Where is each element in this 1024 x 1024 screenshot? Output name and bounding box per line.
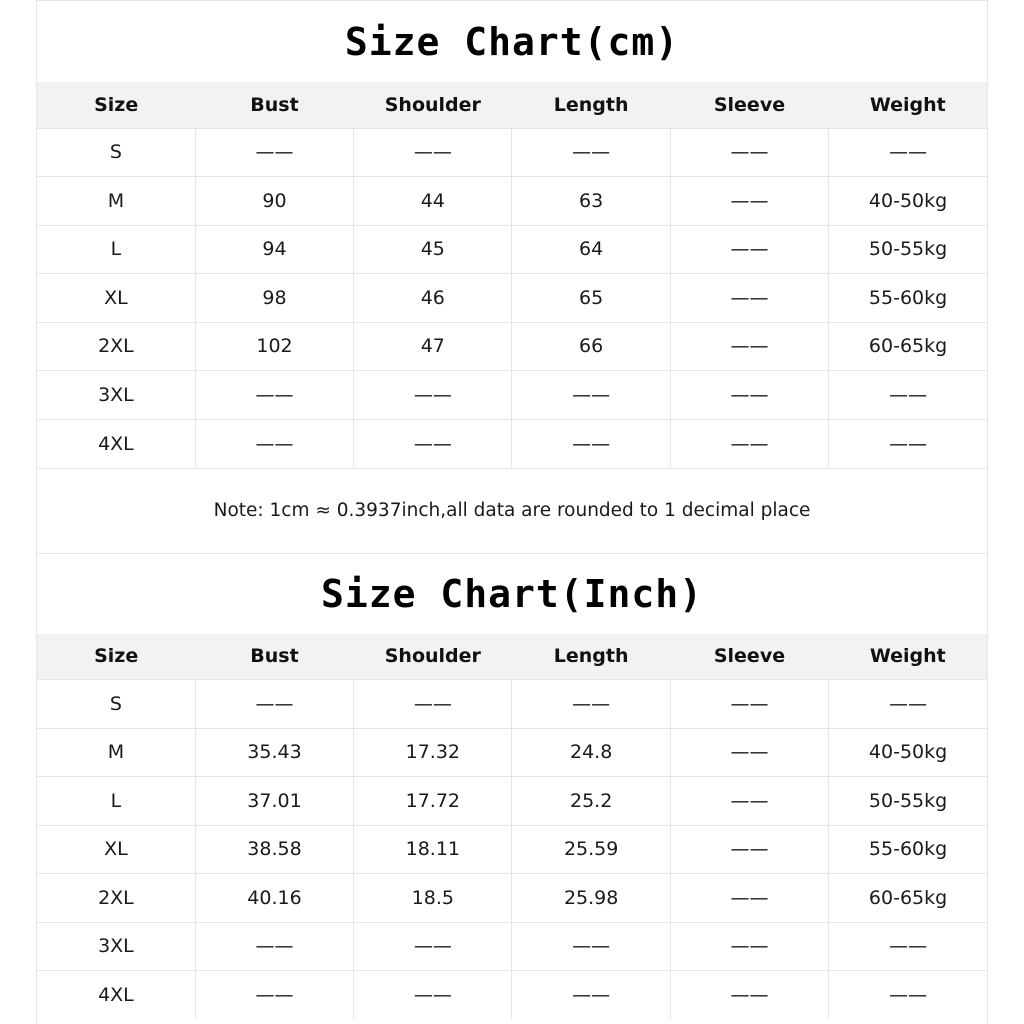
table-cell: 65 xyxy=(512,274,670,323)
inch-header-length: Length xyxy=(553,645,629,668)
table-cell: —— xyxy=(354,128,512,177)
inch-header-bust: Bust xyxy=(250,645,299,668)
table-cell: 46 xyxy=(354,274,512,323)
table-cell: 40-50kg xyxy=(829,177,987,226)
table-cell: S xyxy=(37,680,195,729)
table-cell: M xyxy=(37,728,195,777)
table-row xyxy=(37,728,987,777)
cm-header-shoulder: Shoulder xyxy=(384,93,481,116)
table-cell: —— xyxy=(195,128,353,177)
table-cell: —— xyxy=(354,371,512,420)
table-cell: 2XL xyxy=(37,322,195,371)
table-cell: 25.59 xyxy=(512,825,670,874)
table-cell: 50-55kg xyxy=(829,225,987,274)
cm-chart-title: Size Chart(cm) xyxy=(37,0,987,82)
cm-header-length: Length xyxy=(553,93,629,116)
cm-header-sleeve: Sleeve xyxy=(713,93,786,116)
inch-header-shoulder: Shoulder xyxy=(384,645,481,668)
table-cell: —— xyxy=(670,177,828,226)
conversion-note: Note: 1cm ≈ 0.3937inch,all data are rounded to 1 decimal place xyxy=(37,468,987,554)
table-cell: 50-55kg xyxy=(829,777,987,826)
table-cell: —— xyxy=(670,128,828,177)
table-cell: 18.5 xyxy=(354,874,512,923)
table-cell: —— xyxy=(195,419,353,468)
inch-header-size: Size xyxy=(94,645,139,668)
table-cell: —— xyxy=(670,419,828,468)
table-cell: 4XL xyxy=(37,419,195,468)
table-cell: —— xyxy=(512,922,670,971)
table-cell: —— xyxy=(670,825,828,874)
table-cell: S xyxy=(37,128,195,177)
table-row xyxy=(37,922,987,971)
table-cell: 3XL xyxy=(37,922,195,971)
table-cell: 45 xyxy=(354,225,512,274)
table-cell: 66 xyxy=(512,322,670,371)
table-cell: 40-50kg xyxy=(829,728,987,777)
table-cell: —— xyxy=(512,371,670,420)
table-cell: —— xyxy=(195,922,353,971)
cm-header-bust: Bust xyxy=(250,93,299,116)
table-row xyxy=(37,322,987,371)
table-cell: 17.32 xyxy=(354,728,512,777)
table-cell: —— xyxy=(829,922,987,971)
table-cell: —— xyxy=(512,971,670,1020)
table-cell: —— xyxy=(829,971,987,1020)
table-cell: —— xyxy=(670,922,828,971)
table-cell: —— xyxy=(512,128,670,177)
table-row xyxy=(37,825,987,874)
table-cell: 60-65kg xyxy=(829,322,987,371)
table-cell: —— xyxy=(670,322,828,371)
table-cell: 2XL xyxy=(37,874,195,923)
size-chart-sheet xyxy=(36,0,988,1024)
table-cell: —— xyxy=(512,680,670,729)
table-cell: 40.16 xyxy=(195,874,353,923)
table-cell: —— xyxy=(670,680,828,729)
table-cell: 63 xyxy=(512,177,670,226)
table-cell: 55-60kg xyxy=(829,825,987,874)
inch-size-table xyxy=(37,634,987,1020)
table-cell: 38.58 xyxy=(195,825,353,874)
table-cell: 35.43 xyxy=(195,728,353,777)
table-cell: —— xyxy=(670,728,828,777)
table-cell: 25.98 xyxy=(512,874,670,923)
table-cell: 102 xyxy=(195,322,353,371)
table-row xyxy=(37,371,987,420)
table-cell: —— xyxy=(354,419,512,468)
table-cell: 24.8 xyxy=(512,728,670,777)
table-row xyxy=(37,177,987,226)
table-cell: —— xyxy=(670,371,828,420)
cm-header-weight: Weight xyxy=(869,93,946,116)
table-cell: 3XL xyxy=(37,371,195,420)
table-cell: 90 xyxy=(195,177,353,226)
table-cell: —— xyxy=(829,680,987,729)
table-row xyxy=(37,874,987,923)
table-cell: —— xyxy=(354,971,512,1020)
table-cell: —— xyxy=(354,922,512,971)
table-cell: L xyxy=(37,777,195,826)
table-row xyxy=(37,225,987,274)
table-cell: 44 xyxy=(354,177,512,226)
table-cell: 4XL xyxy=(37,971,195,1020)
inch-table-header-row xyxy=(37,634,987,680)
table-cell: —— xyxy=(670,971,828,1020)
table-cell: 94 xyxy=(195,225,353,274)
inch-chart-title: Size Chart(Inch) xyxy=(320,571,704,616)
table-cell: 25.2 xyxy=(512,777,670,826)
table-cell: 47 xyxy=(354,322,512,371)
table-cell: —— xyxy=(195,971,353,1020)
cm-table-header-row xyxy=(37,82,987,128)
table-cell: XL xyxy=(37,274,195,323)
table-cell: 98 xyxy=(195,274,353,323)
table-cell: —— xyxy=(670,874,828,923)
table-cell: —— xyxy=(195,680,353,729)
table-row xyxy=(37,128,987,177)
cm-header-size: Size xyxy=(94,93,139,116)
table-row xyxy=(37,680,987,729)
table-cell: —— xyxy=(670,225,828,274)
table-cell: —— xyxy=(670,274,828,323)
table-cell: —— xyxy=(354,680,512,729)
table-cell: —— xyxy=(512,419,670,468)
table-row xyxy=(37,777,987,826)
table-cell: M xyxy=(37,177,195,226)
table-row xyxy=(37,419,987,468)
table-cell: 55-60kg xyxy=(829,274,987,323)
table-cell: —— xyxy=(829,128,987,177)
inch-header-weight: Weight xyxy=(869,645,946,668)
table-cell: 17.72 xyxy=(354,777,512,826)
table-cell: XL xyxy=(37,825,195,874)
table-cell: 60-65kg xyxy=(829,874,987,923)
table-cell: 64 xyxy=(512,225,670,274)
table-cell: 18.11 xyxy=(354,825,512,874)
table-row xyxy=(37,274,987,323)
inch-header-sleeve: Sleeve xyxy=(713,645,786,668)
table-cell: —— xyxy=(829,371,987,420)
table-cell: —— xyxy=(829,419,987,468)
table-cell: —— xyxy=(670,777,828,826)
table-row xyxy=(37,971,987,1020)
cm-size-table xyxy=(37,82,987,468)
table-cell: 37.01 xyxy=(195,777,353,826)
table-cell: —— xyxy=(195,371,353,420)
table-cell: L xyxy=(37,225,195,274)
